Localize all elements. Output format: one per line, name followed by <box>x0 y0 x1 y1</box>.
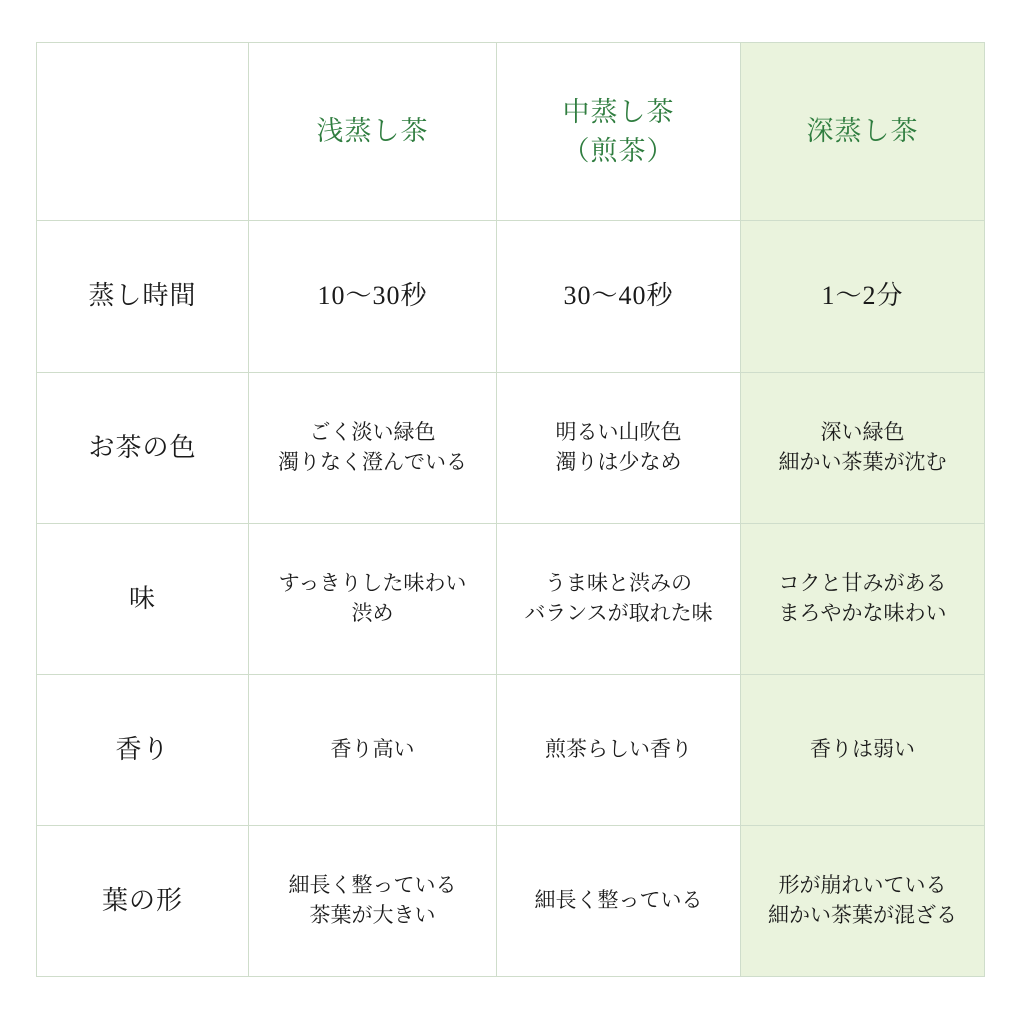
column-header-fukamushi <box>741 43 985 221</box>
cell-leaf-shape-chumushi <box>497 826 741 977</box>
cell-line: コクと甘みがある <box>778 571 947 596</box>
cell-steaming-time-asamushi <box>249 221 497 373</box>
cell-line: うま味と渋みの <box>545 571 692 596</box>
cell-leaf-shape-fukamushi <box>741 826 985 977</box>
tea-comparison-table <box>36 42 985 977</box>
cell-aroma-chumushi <box>497 675 741 826</box>
column-header-line: 中蒸し茶 <box>562 97 675 128</box>
cell-line: 細かい茶葉が混ざる <box>768 903 957 927</box>
cell-line: 濁りなく澄んでいる <box>278 450 467 474</box>
cell-line: 細長く整っている <box>288 873 457 898</box>
cell-line: 細かい茶葉が沈む <box>778 450 947 474</box>
column-header-chumushi <box>497 43 741 221</box>
column-header-line-sub: （煎茶） <box>562 135 675 166</box>
row-label-tea-color: お茶の色 <box>37 373 249 524</box>
cell-aroma-asamushi <box>249 675 497 826</box>
table-row <box>37 373 985 524</box>
cell-line: ごく淡い緑色 <box>309 420 436 445</box>
column-header-line: 浅蒸し茶 <box>316 116 429 147</box>
cell-tea-color-chumushi <box>497 373 741 524</box>
cell-line: 渋め <box>351 601 394 625</box>
cell-line: 濁りは少なめ <box>555 450 682 474</box>
cell-aroma-fukamushi <box>741 675 985 826</box>
cell-taste-chumushi <box>497 524 741 675</box>
row-label-steaming-time: 蒸し時間 <box>37 221 249 373</box>
cell-line: 30〜40秒 <box>563 281 674 311</box>
cell-steaming-time-chumushi <box>497 221 741 373</box>
cell-line: 茶葉が大きい <box>309 903 436 927</box>
cell-line: 10〜30秒 <box>317 281 428 311</box>
table-header-row <box>37 43 985 221</box>
table-row <box>37 675 985 826</box>
cell-line: 煎茶らしい香り <box>545 737 692 762</box>
row-label-leaf-shape: 葉の形 <box>37 826 249 977</box>
cell-line: 細長く整っている <box>534 888 703 913</box>
table-body <box>37 43 985 977</box>
cell-steaming-time-fukamushi <box>741 221 985 373</box>
cell-line: 明るい山吹色 <box>555 420 682 445</box>
table-corner-cell <box>37 43 249 221</box>
cell-line: 1〜2分 <box>821 281 904 311</box>
table-row <box>37 221 985 373</box>
column-header-line: 深蒸し茶 <box>806 116 919 147</box>
cell-line: 香りは弱い <box>810 737 915 762</box>
cell-line: 深い緑色 <box>820 420 905 445</box>
row-label-taste: 味 <box>37 524 249 675</box>
cell-tea-color-fukamushi <box>741 373 985 524</box>
cell-taste-asamushi <box>249 524 497 675</box>
cell-line: 香り高い <box>330 737 415 762</box>
cell-taste-fukamushi <box>741 524 985 675</box>
table-row <box>37 826 985 977</box>
cell-line: すっきりした味わい <box>278 571 467 596</box>
cell-line: まろやかな味わい <box>778 601 947 625</box>
cell-line: 形が崩れいている <box>778 873 947 898</box>
row-label-aroma: 香り <box>37 675 249 826</box>
cell-leaf-shape-asamushi <box>249 826 497 977</box>
cell-tea-color-asamushi <box>249 373 497 524</box>
table-row <box>37 524 985 675</box>
cell-line: バランスが取れた味 <box>524 601 713 625</box>
column-header-asamushi <box>249 43 497 221</box>
